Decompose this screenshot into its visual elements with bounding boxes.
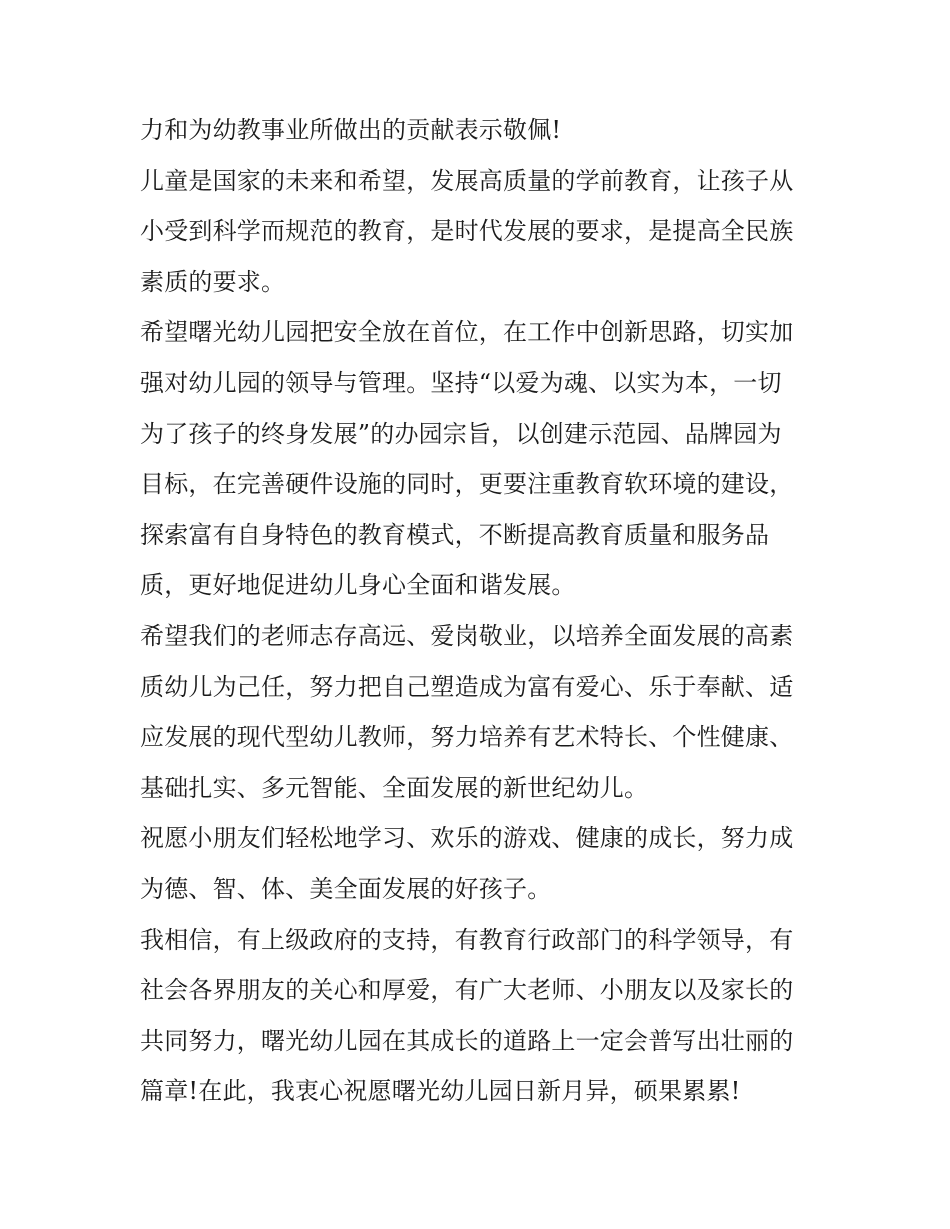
text-line: 儿童是国家的未来和希望，发展高质量的学前教育，让孩子从: [140, 166, 794, 195]
text-line: 质，更好地促进幼儿身心全面和谐发展。: [140, 571, 576, 600]
text-line: 为德、智、体、美全面发展的好孩子。: [140, 874, 552, 903]
text-line: 基础扎实、多元智能、全面发展的新世纪幼儿。: [140, 773, 649, 802]
text-line: 力和为幼教事业所做出的贡献表示敬佩!: [140, 116, 562, 144]
text-line: 希望曙光幼儿园把安全放在首位，在工作中创新思路，切实加: [140, 318, 794, 347]
text-line: 篇章!在此，我衷心祝愿曙光幼儿园日新月异，硕果累累!: [140, 1077, 741, 1106]
document-body: [140, 105, 820, 1117]
text-line: 小受到科学而规范的教育，是时代发展的要求，是提高全民族: [140, 217, 794, 246]
text-line: 我相信，有上级政府的支持，有教育行政部门的科学领导，有: [140, 925, 794, 954]
text-line: 祝愿小朋友们轻松地学习、欢乐的游戏、健康的成长，努力成: [140, 824, 794, 853]
text-line: 探索富有自身特色的教育模式，不断提高教育质量和服务品: [140, 520, 770, 549]
text-line: 目标，在完善硬件设施的同时，更要注重教育软环境的建设，: [140, 470, 794, 499]
text-line: 希望我们的老师志存高远、爱岗敬业，以培养全面发展的高素: [140, 621, 794, 650]
text-line: 质幼儿为己任，努力把自己塑造成为富有爱心、乐于奉献、适: [140, 672, 794, 701]
text-line: 应发展的现代型幼儿教师，努力培养有艺术特长、个性健康、: [140, 723, 794, 752]
text-line: 共同努力，曙光幼儿园在其成长的道路上一定会普写出壮丽的: [140, 1026, 794, 1055]
text-line: 社会各界朋友的关心和厚爱，有广大老师、小朋友以及家长的: [140, 976, 794, 1005]
text-line: 强对幼儿园的领导与管理。坚持“以爱为魂、以实为本，一切: [140, 368, 782, 397]
text-line: 为了孩子的终身发展”的办园宗旨，以创建示范园、品牌园为: [140, 419, 782, 448]
text-line: 素质的要求。: [140, 267, 286, 296]
